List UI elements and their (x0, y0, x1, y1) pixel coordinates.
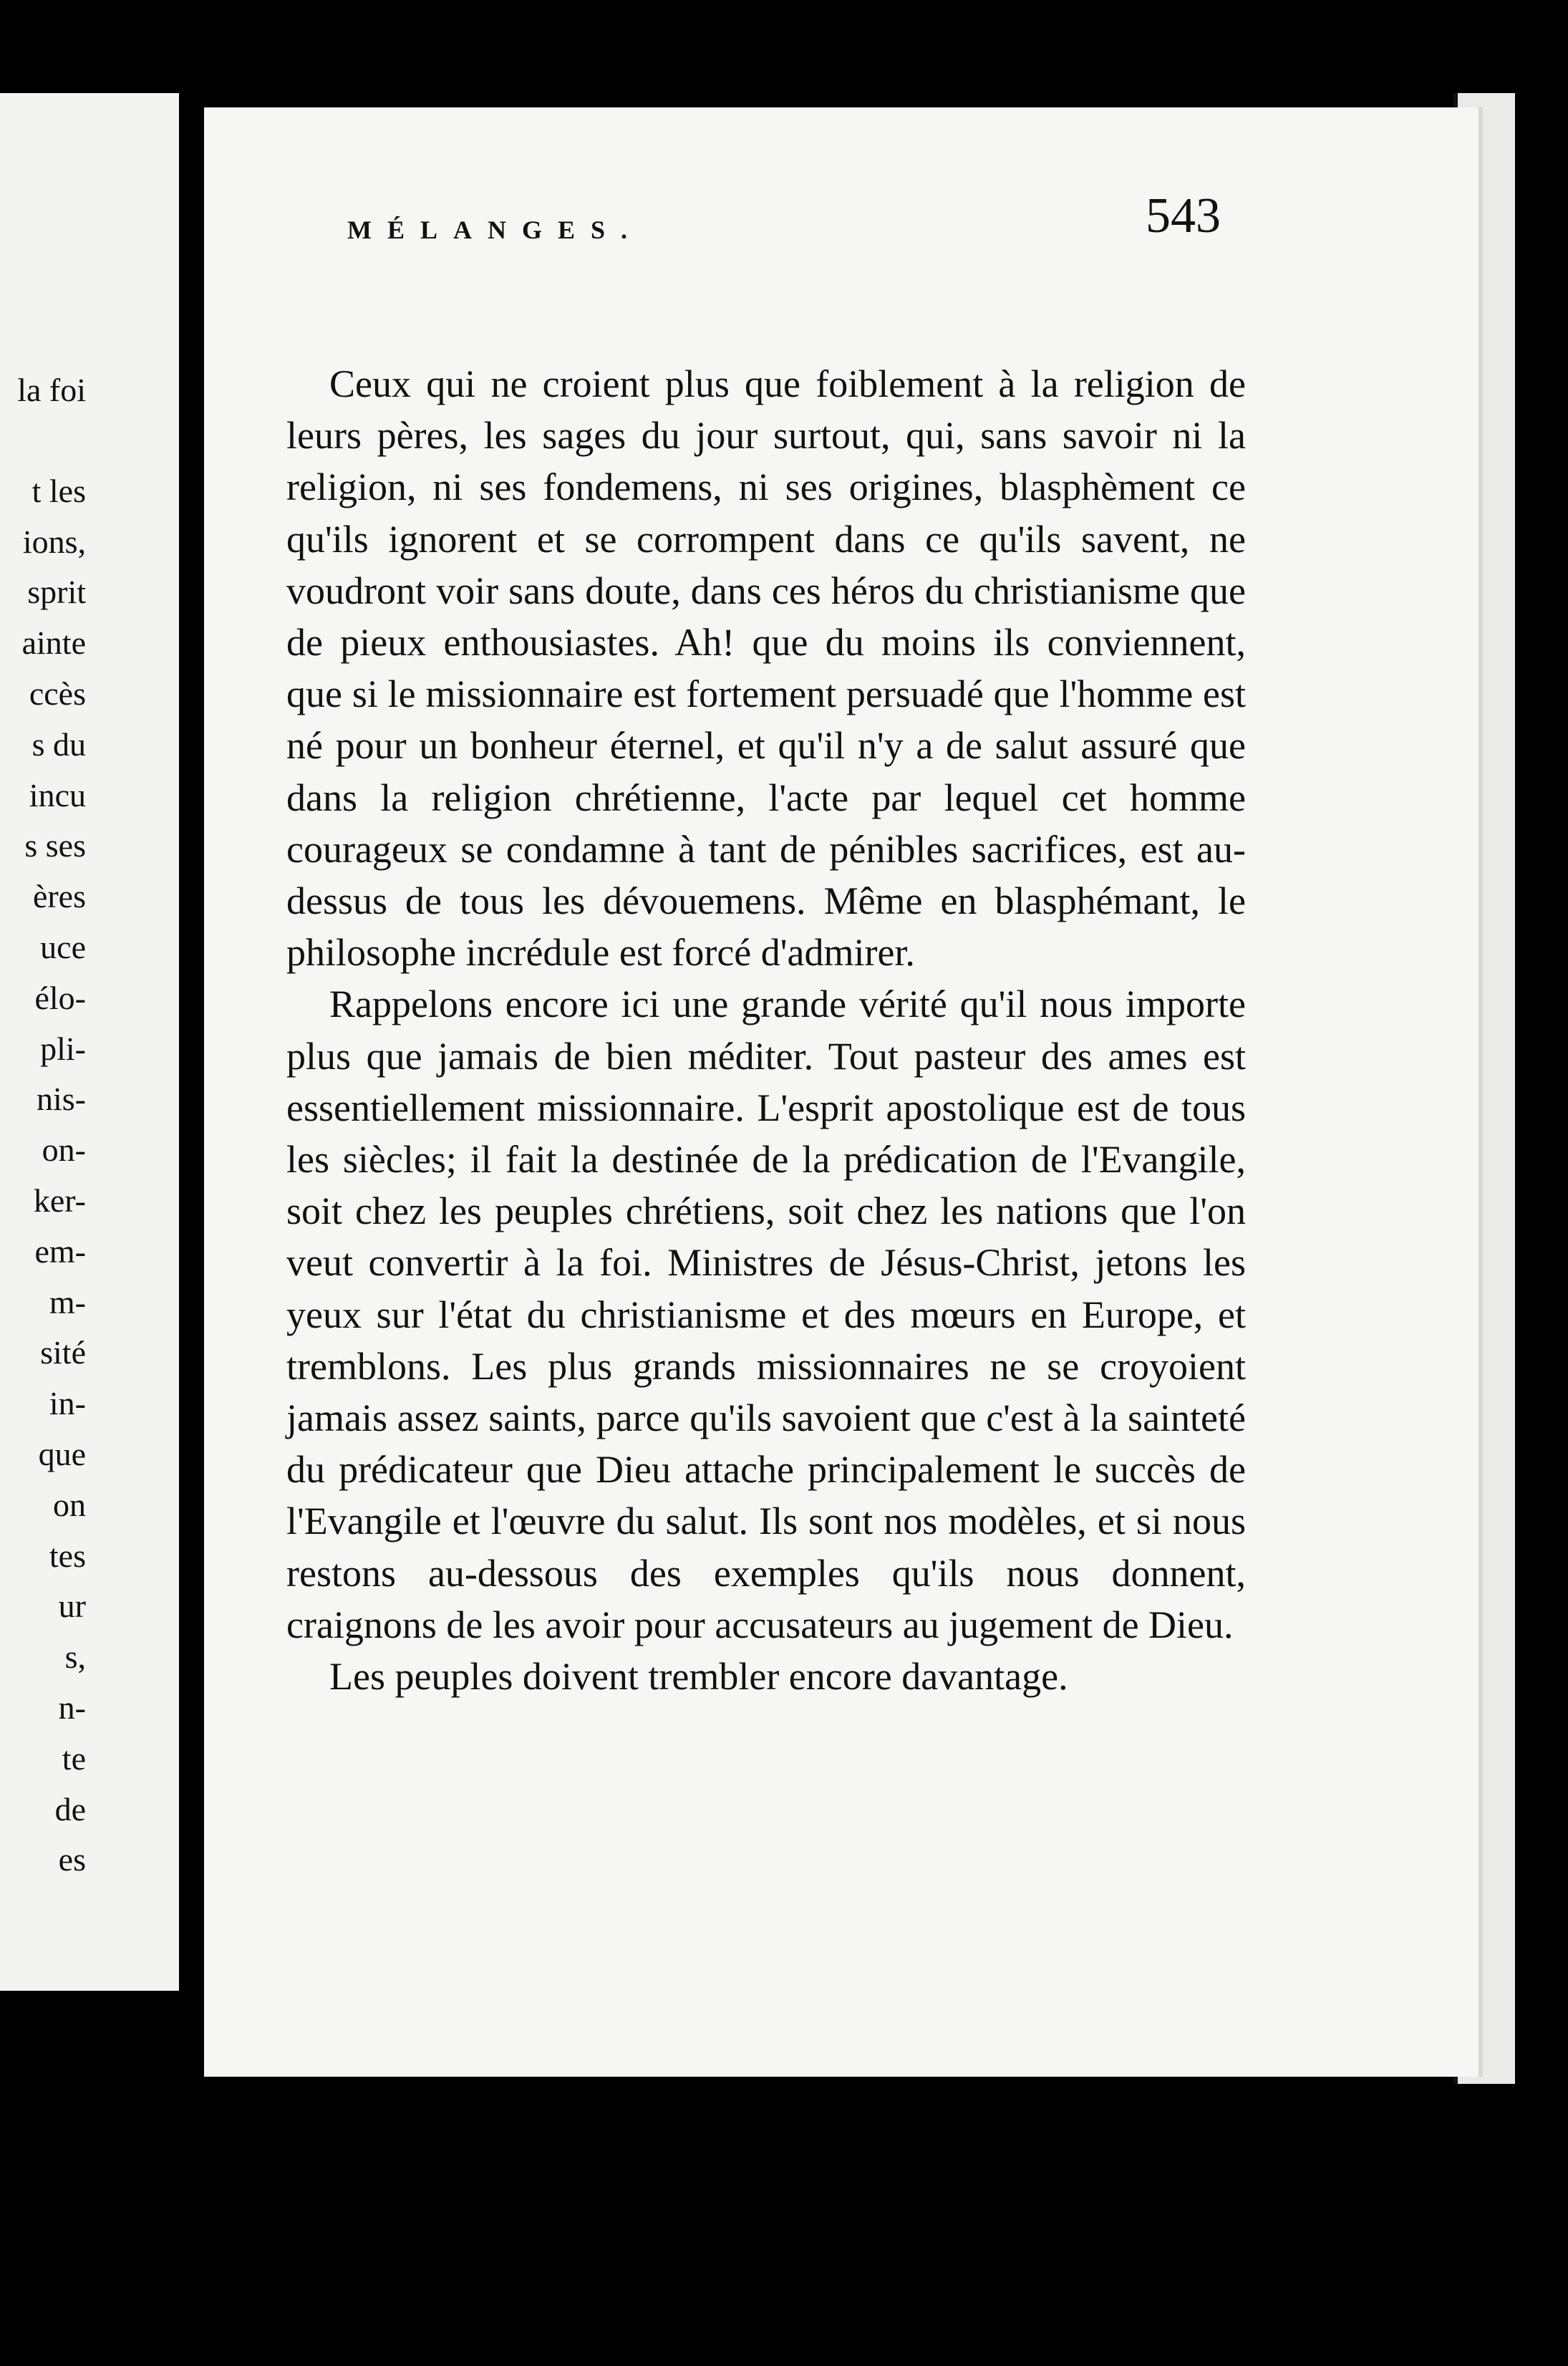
left-fragment: te (62, 1739, 86, 1777)
left-page-fragments (0, 365, 179, 1885)
left-fragment: ker- (33, 1182, 86, 1219)
left-fragment: incu (29, 776, 86, 813)
page-number: 543 (1146, 188, 1221, 243)
left-page (0, 93, 179, 1991)
left-fragment: pli- (40, 1030, 86, 1067)
left-fragment: que (38, 1435, 86, 1472)
left-fragment: ccès (29, 675, 86, 712)
left-fragment: ères (32, 878, 86, 915)
left-fragment: ions, (22, 523, 86, 560)
left-fragment: n- (58, 1689, 86, 1726)
paragraph: Ceux qui ne croient plus que foiblement à la religion de leurs pères, les sages du jour surtout, qui, sans savoir ni la religion, ni ses fondemens, ni ses origines, blasphèment ce qu'ils ignorent et se corrompent dans ce qu'ils savent, ne voudront voir sans doute, dans ces héros du christianisme que de pieux enthousiastes. Ah! que du moins ils conviennent, que si le missionnaire est fortement persuadé que l'homme est né pour un bonheur éternel, et qu'il n'y a de salut assuré que dans la religion chrétienne, l'acte par lequel cet homme courageux se condamne à tant de pénibles sacrifices, est au-dessus de tous les dévouemens. Même en blasphémant, le philosophe incrédule est forcé d'admirer. (286, 362, 1246, 975)
left-fragment: in- (49, 1385, 86, 1422)
left-fragment: on- (42, 1131, 86, 1169)
left-fragment: es (58, 1841, 86, 1878)
left-fragment: s ses (24, 827, 86, 864)
left-fragment: s du (32, 725, 86, 763)
left-fragment: la foi (17, 372, 86, 408)
left-fragment: élo- (34, 979, 86, 1016)
left-fragment: uce (40, 928, 86, 965)
left-fragment: de (54, 1790, 86, 1827)
body-text (286, 358, 1246, 1702)
left-fragment: s, (64, 1638, 86, 1676)
left-fragment: tes (49, 1537, 86, 1574)
left-fragment: on (53, 1486, 86, 1523)
paragraph: Les peuples doivent trembler encore davantage. (329, 1655, 1068, 1699)
left-fragment: t les (32, 472, 86, 509)
left-fragment: nis- (37, 1081, 86, 1118)
left-fragment: em- (34, 1232, 86, 1270)
running-head: MÉLANGES. (347, 216, 644, 244)
left-fragment: sité (40, 1334, 86, 1371)
left-fragment: sprit (27, 574, 86, 611)
left-fragment: ur (58, 1588, 86, 1625)
left-fragment: ainte (21, 624, 86, 662)
paragraph: Rappelons encore ici une grande vérité qu'il nous importe plus que jamais de bien méditer. Tout pasteur des ames est essentiellement missionnaire. L'esprit apostolique est de tous les siècles; il fait la destinée de la prédication de l'Evangile, soit chez les peuples chrétiens, soit chez les nations que l'on veut convertir à la foi. Ministres de Jésus-Christ, jetons les yeux sur l'état du christianisme et des mœurs en Europe, et tremblons. Les plus grands missionnaires ne se croyoient jamais assez saints, parce qu'ils savoient que c'est à la sainteté du prédicateur que Dieu attache principalement le succès de l'Evangile et l'œuvre du salut. Ils sont nos modèles, et si nous restons au-dessous des exemples qu'ils nous donnent, craignons de les avoir pour accusateurs au jugement de Dieu. (286, 982, 1246, 1646)
left-fragment: m- (49, 1283, 86, 1320)
